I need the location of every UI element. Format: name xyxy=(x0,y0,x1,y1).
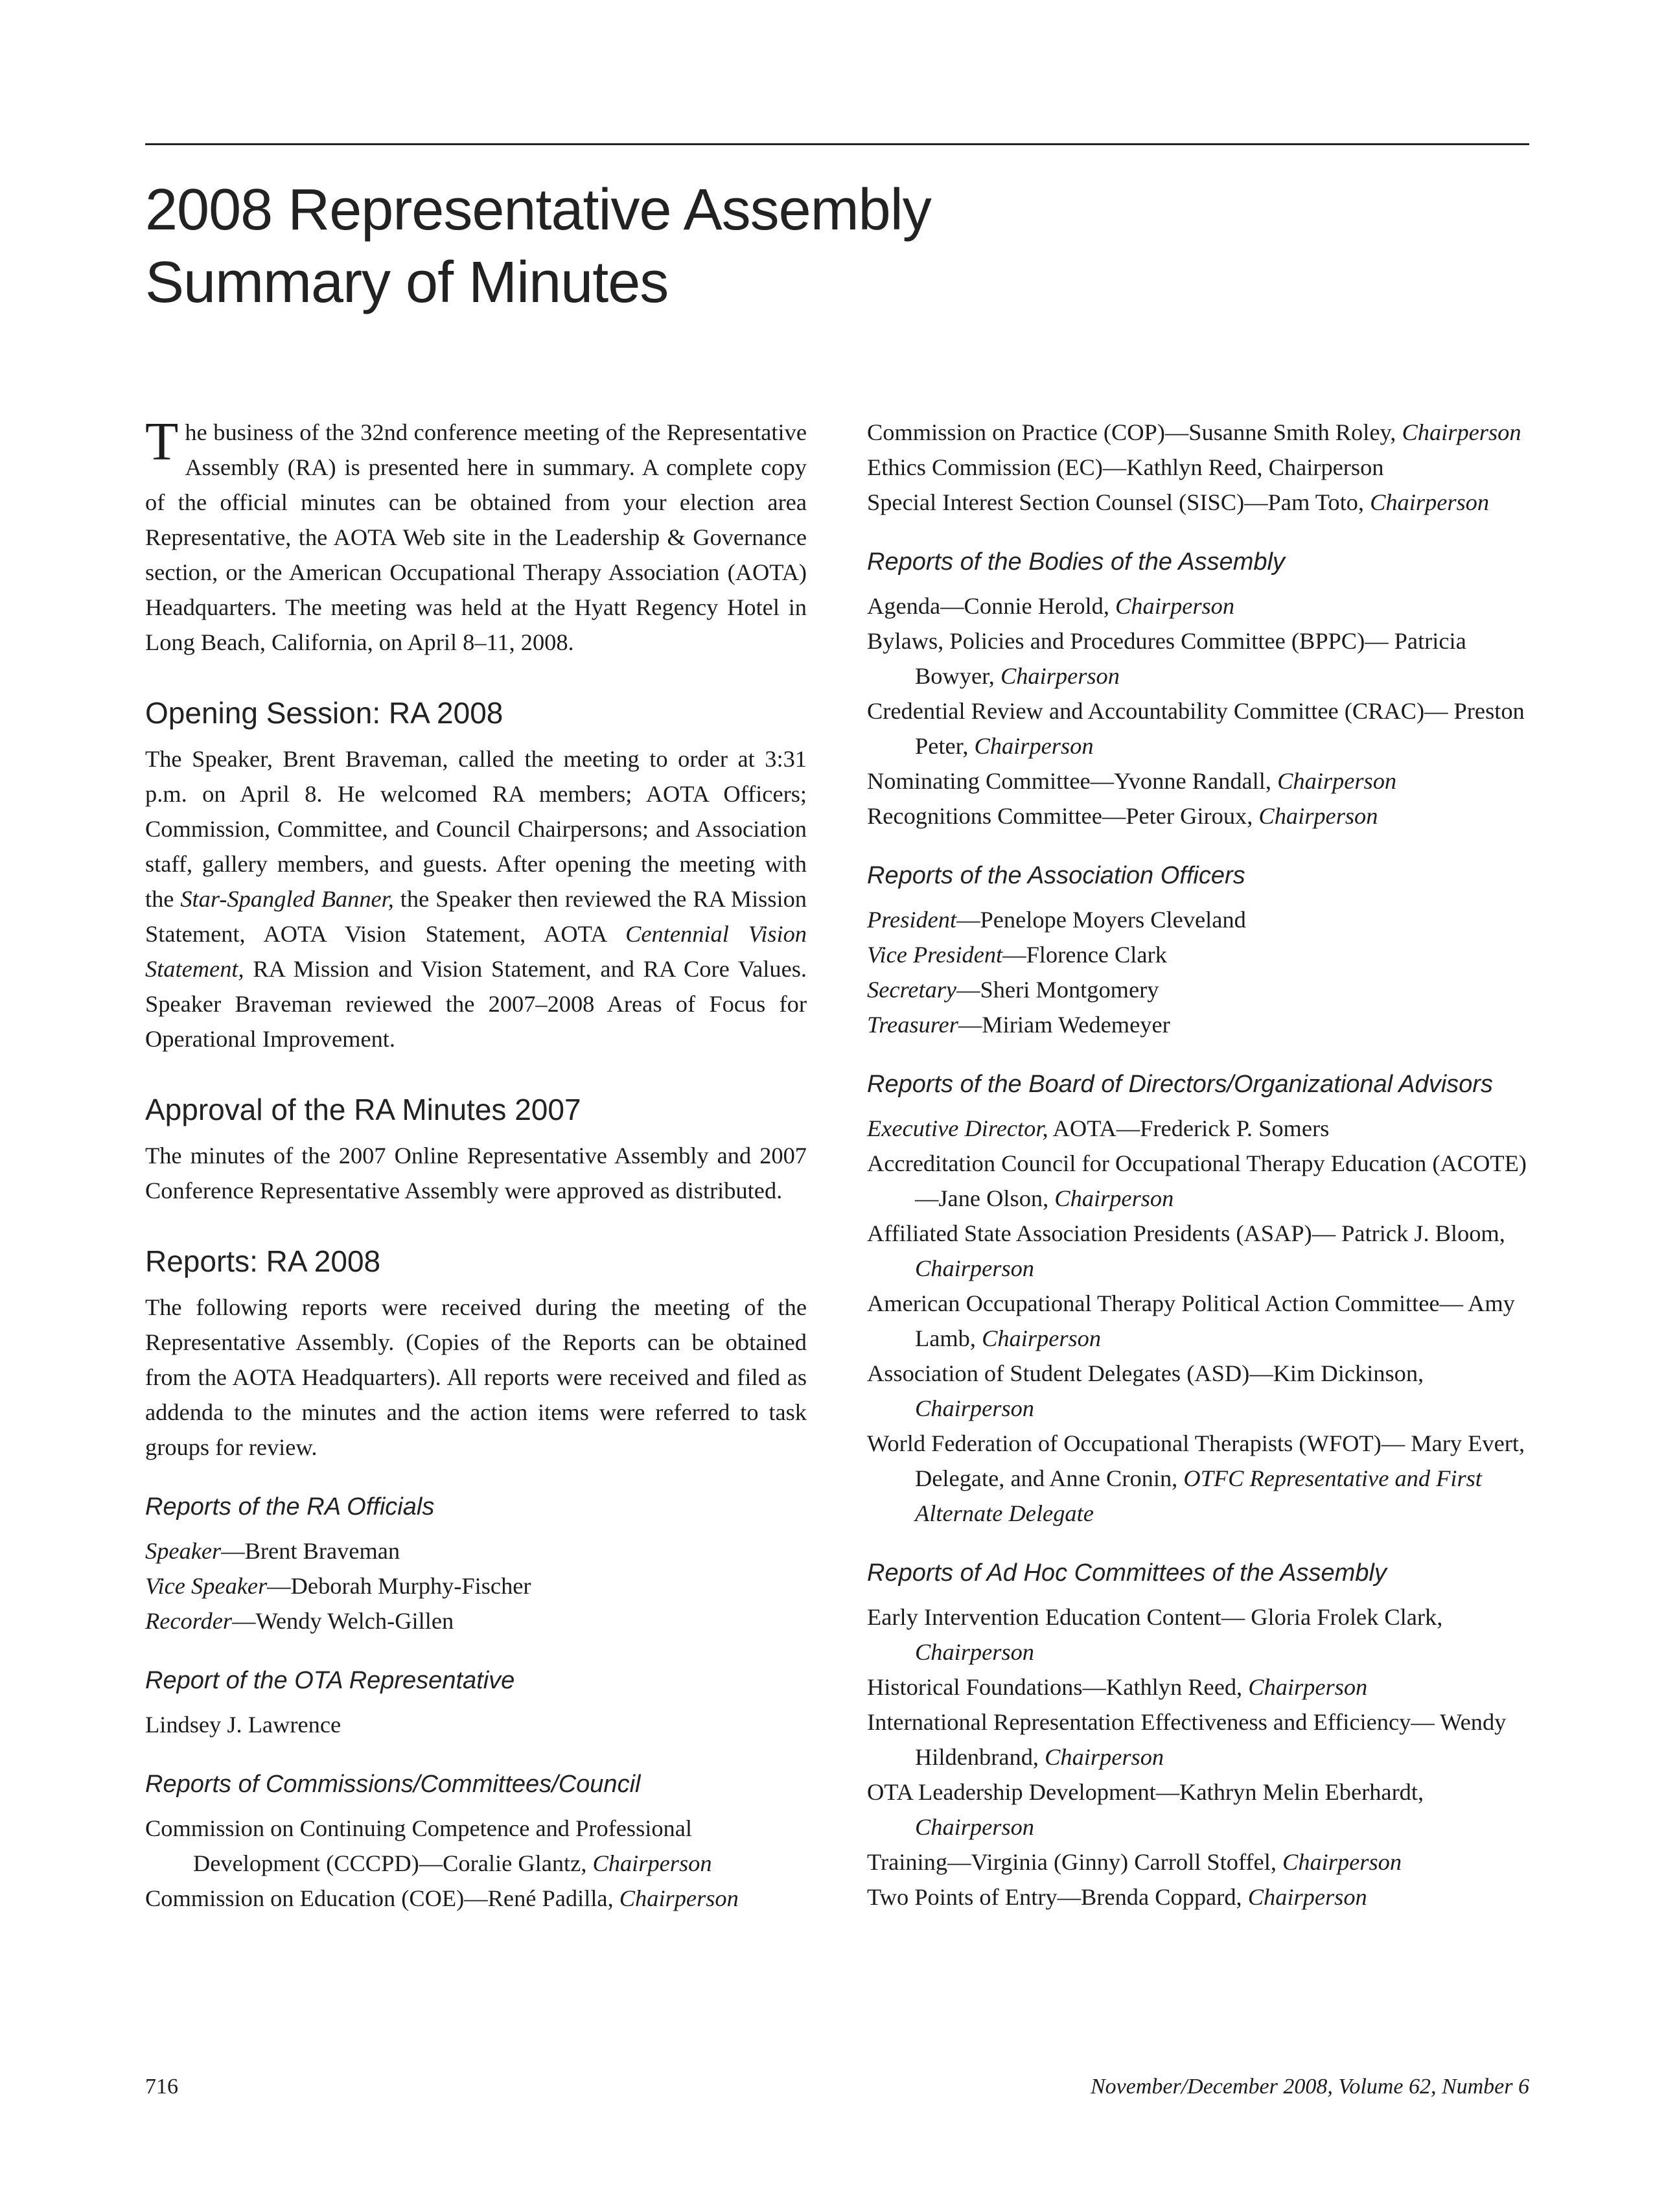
commissions-list-right xyxy=(867,415,1529,520)
list-item: Commission on Continuing Competence and Professional Development (CCCPD)—Coralie Glantz, Chairperson xyxy=(145,1815,712,1876)
list-item: Recognitions Committee—Peter Giroux, Chairperson xyxy=(867,803,1378,829)
approval-heading: Approval of the RA Minutes 2007 xyxy=(145,1093,581,1126)
list-item: Training—Virginia (Ginny) Carroll Stoffel, Chairperson xyxy=(867,1849,1402,1875)
list-item: Nominating Committee—Yvonne Randall, Chairperson xyxy=(867,768,1397,794)
ra-officials-list xyxy=(145,1533,807,1638)
list-item: American Occupational Therapy Political Action Committee— Amy Lamb, Chairperson xyxy=(867,1290,1515,1351)
page-number: 716 xyxy=(145,2075,178,2099)
list-item: Two Points of Entry—Brenda Coppard, Chairperson xyxy=(867,1884,1367,1910)
list-item: Vice President—Florence Clark xyxy=(867,942,1167,968)
right-column xyxy=(867,415,1529,1915)
reports-paragraph: The following reports were received during the meeting of the Representative Assembly. (Copies of the Reports can be obtained from the AOTA Headquarters). All reports were received and filed as addenda to the minutes and the action items were referred to task groups for review. xyxy=(145,1294,807,1460)
page-title xyxy=(145,174,1117,319)
list-item: Affiliated State Association Presidents (ASAP)— Patrick J. Bloom, Chairperson xyxy=(867,1220,1505,1281)
list-item: Historical Foundations—Kathlyn Reed, Chairperson xyxy=(867,1674,1368,1700)
title-line-1: 2008 Representative Assembly xyxy=(145,178,931,242)
board-heading: Reports of the Board of Directors/Organizational Advisors xyxy=(867,1071,1493,1098)
opening-text-2: the Speaker then reviewed the RA Mission Statement, AOTA Vision Statement, AOTA xyxy=(145,886,807,947)
list-item: Credential Review and Accountability Committee (CRAC)— Preston Peter, Chairperson xyxy=(867,698,1525,759)
anthem-title: Star-Spangled Banner, xyxy=(180,886,394,912)
ota-rep-list xyxy=(145,1707,807,1742)
list-item: Agenda—Connie Herold, Chairperson xyxy=(867,593,1235,619)
list-item: Ethics Commission (EC)—Kathlyn Reed, Chairperson xyxy=(867,454,1384,480)
list-item: President—Penelope Moyers Cleveland xyxy=(867,907,1246,933)
ra-officials-heading: Reports of the RA Officials xyxy=(145,1493,435,1520)
bodies-heading: Reports of the Bodies of the Assembly xyxy=(867,548,1285,576)
bodies-list xyxy=(867,588,1529,833)
list-item: Commission on Education (COE)—René Padilla, Chairperson xyxy=(145,1885,739,1911)
list-item: OTA Leadership Development—Kathryn Melin Eberhardt, Chairperson xyxy=(867,1779,1424,1840)
board-list xyxy=(867,1111,1529,1531)
adhoc-heading: Reports of Ad Hoc Committees of the Assembly xyxy=(867,1559,1387,1587)
title-line-2: Summary of Minutes xyxy=(145,250,669,315)
commissions-heading: Reports of Commissions/Committees/Council xyxy=(145,1771,641,1798)
list-item: International Representation Effectiveness and Efficiency— Wendy Hildenbrand, Chairperson xyxy=(867,1709,1507,1770)
list-item: Speaker—Brent Braveman xyxy=(145,1538,400,1564)
opening-text-1: The Speaker, Brent Braveman, called the meeting to order at 3:31 p.m. on April 8. He welcomed RA members; AOTA Officers; Commission, Committee, and Council Chairpersons; and Association staff, gallery members, and guests. After opening the meeting with the xyxy=(145,746,807,912)
opening-heading: Opening Session: RA 2008 xyxy=(145,696,503,730)
left-column xyxy=(145,412,807,1916)
list-item: Vice Speaker—Deborah Murphy-Fischer xyxy=(145,1573,531,1599)
list-item: Special Interest Section Counsel (SISC)—Pam Toto, Chairperson xyxy=(867,489,1490,515)
issue-info: November/December 2008, Volume 62, Number 6 xyxy=(1090,2075,1529,2099)
officers-list xyxy=(867,902,1529,1042)
list-item: Commission on Practice (COP)—Susanne Smith Roley, Chairperson xyxy=(867,419,1521,445)
list-item: Lindsey J. Lawrence xyxy=(145,1712,341,1738)
list-item: Accreditation Council for Occupational Therapy Education (ACOTE)—Jane Olson, Chairperson xyxy=(867,1150,1527,1211)
commissions-list-left xyxy=(145,1811,807,1916)
list-item: Treasurer—Miriam Wedemeyer xyxy=(867,1012,1170,1038)
list-item: Recorder—Wendy Welch-Gillen xyxy=(145,1608,454,1634)
reports-heading: Reports: RA 2008 xyxy=(145,1244,381,1278)
list-item: World Federation of Occupational Therapists (WFOT)— Mary Evert, Delegate, and Anne Cronin, OTFC Representative and First Alternate Delegate xyxy=(867,1430,1525,1526)
list-item: Executive Director, AOTA—Frederick P. Somers xyxy=(867,1115,1330,1141)
opening-paragraph xyxy=(145,741,807,1056)
list-item: Secretary—Sheri Montgomery xyxy=(867,977,1159,1003)
list-item: Early Intervention Education Content— Gloria Frolek Clark, Chairperson xyxy=(867,1604,1443,1665)
officers-heading: Reports of the Association Officers xyxy=(867,862,1245,889)
intro-paragraph: The business of the 32nd conference meeting of the Representative Assembly (RA) is presented here in summary. A complete copy of the official minutes can be obtained from your election area Representative, the AOTA Web site in the Leadership & Governance section, or the American Occupational Therapy Association (AOTA) Headquarters. The meeting was held at the Hyatt Regency Hotel in Long Beach, California, on April 8–11, 2008. xyxy=(145,412,807,655)
list-item: Association of Student Delegates (ASD)—Kim Dickinson, Chairperson xyxy=(867,1360,1424,1421)
approval-paragraph: The minutes of the 2007 Online Representative Assembly and 2007 Conference Representative Assembly were approved as distributed. xyxy=(145,1143,807,1204)
list-item: Bylaws, Policies and Procedures Committee (BPPC)— Patricia Bowyer, Chairperson xyxy=(867,628,1466,689)
header-rule xyxy=(145,143,1529,145)
centennial-title: Centennial Vision Statement, xyxy=(145,921,807,982)
ota-rep-heading: Report of the OTA Representative xyxy=(145,1667,515,1694)
opening-text-3: RA Mission and Vision Statement, and RA Core Values. Speaker Braveman reviewed the 2007–2008 Areas of Focus for Operational Improvement. xyxy=(145,956,807,1052)
adhoc-list xyxy=(867,1600,1529,1915)
